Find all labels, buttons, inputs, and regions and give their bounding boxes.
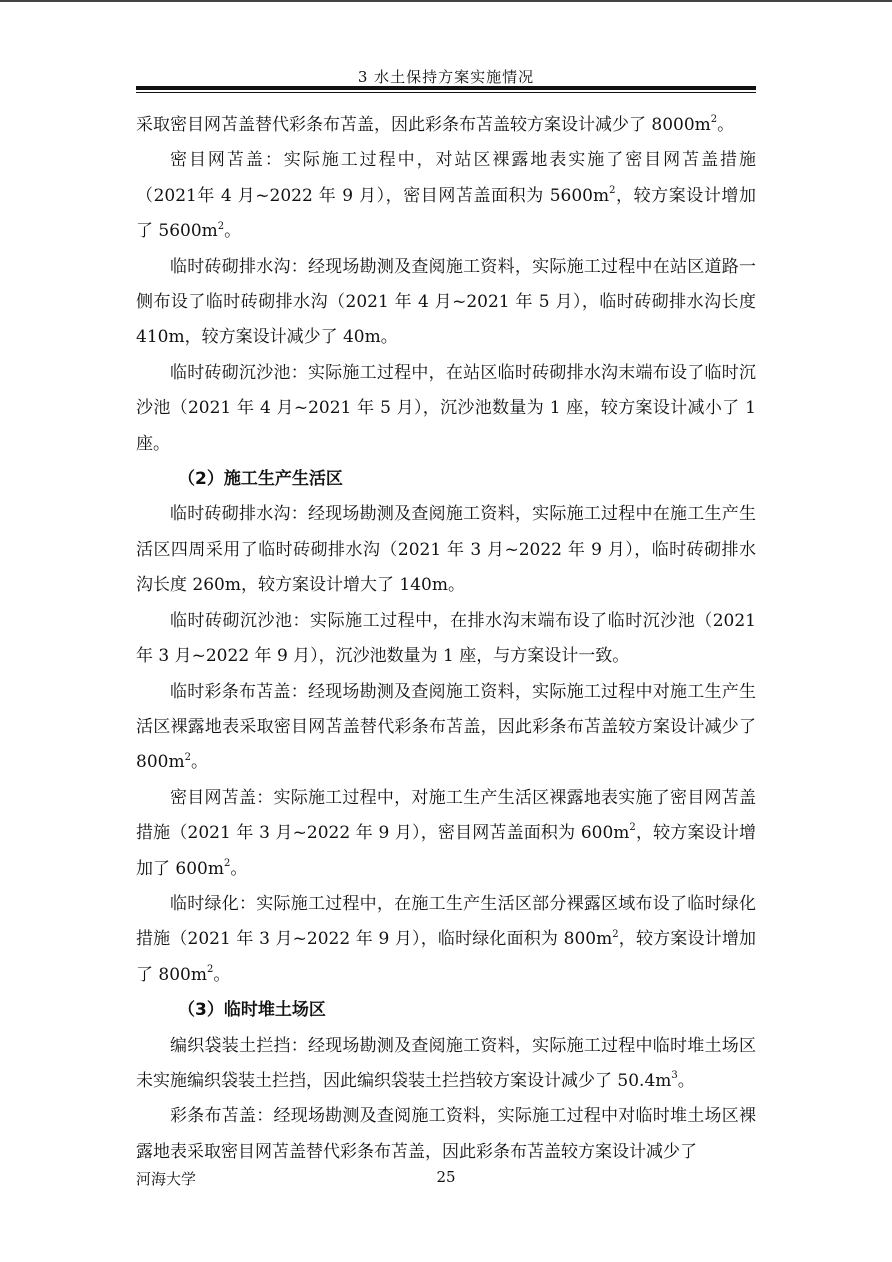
- paragraph-sandbag-barrier: 编织袋装土拦挡：经现场勘测及查阅施工资料，实际施工过程中临时堆土场区未实施编织袋装土拦挡，因此编织袋装土拦挡较方案设计减少了 $50.4m^3$。: [136, 1035, 756, 1091]
- header-rule-thick: [136, 86, 756, 90]
- body-content: [136, 108, 756, 1170]
- paragraph-continuation: 采取密目网苫盖替代彩条布苫盖，因此彩条布苫盖较方案设计减少了 $8000m^2$。: [136, 114, 735, 135]
- paragraph-sediment-basin-station: 临时砖砌沉沙池：实际施工过程中，在站区临时砖砌排水沟末端布设了临时沉沙池（2021 年 4 月~2021 年 5 月），沉沙池数量为 1 座，较方案设计减小了 1 座。: [136, 362, 756, 454]
- paragraph-tarp-cover-spoil: 彩条布苫盖：经现场勘测及查阅施工资料，实际施工过程中对临时堆土场区裸露地表采取密目网苫盖替代彩条布苫盖，因此彩条布苫盖较方案设计减少了: [136, 1106, 756, 1162]
- top-border: [0, 0, 892, 2]
- paragraph-tarp-cover-construction: 临时彩条布苫盖：经现场勘测及查阅施工资料，实际施工过程中对施工生产生活区裸露地表采取密目网苫盖替代彩条布苫盖，因此彩条布苫盖较方案设计减少了 $800m^2$。: [136, 681, 756, 773]
- page-number: 25: [436, 1168, 456, 1186]
- footer-institution: 河海大学: [136, 1170, 197, 1188]
- paragraph-dense-net-cover-station: 密目网苫盖：实际施工过程中，对站区裸露地表实施了密目网苫盖措施（2021年 4 月~2022 年 9 月），密目网苫盖面积为 $5600m^2$，较方案设计增加了 $5600m^2$。: [136, 150, 756, 242]
- paragraph-temporary-greening: 临时绿化：实际施工过程中，在施工生产生活区部分裸露区域布设了临时绿化措施（2021 年 3 月~2022 年 9 月），临时绿化面积为 $800m^2$，较方案设计增加了 $800m^2$。: [136, 893, 756, 985]
- paragraph-brick-drain-construction: 临时砖砌排水沟：经现场勘测及查阅施工资料，实际施工过程中在施工生产生活区四周采用了临时砖砌排水沟（2021 年 3 月~2022 年 9 月），临时砖砌排水沟长度 260m，较方案设计增大了 140m。: [136, 504, 756, 596]
- section-heading-spoil-yard: （3）临时堆土场区: [178, 1000, 326, 1021]
- section-heading-construction-area: （2）施工生产生活区: [178, 469, 343, 490]
- paragraph-dense-net-cover-construction: 密目网苫盖：实际施工过程中，对施工生产生活区裸露地表实施了密目网苫盖措施（2021 年 3 月~2022 年 9 月），密目网苫盖面积为 $600m^2$，较方案设计增加了 $600m^2$。: [136, 787, 756, 879]
- paragraph-sediment-basin-construction: 临时砖砌沉沙池：实际施工过程中，在排水沟末端布设了临时沉沙池（2021年 3 月~2022 年 9 月），沉沙池数量为 1 座，与方案设计一致。: [136, 610, 756, 667]
- header-rule-thin: [136, 92, 756, 93]
- running-header: 3 水土保持方案实施情况: [357, 68, 535, 86]
- paragraph-brick-drain-station: 临时砖砌排水沟：经现场勘测及查阅施工资料，实际施工过程中在站区道路一侧布设了临时砖砌排水沟（2021 年 4 月~2021 年 5 月），临时砖砌排水沟长度 410m，较方案设计减少了 40m。: [136, 256, 756, 348]
